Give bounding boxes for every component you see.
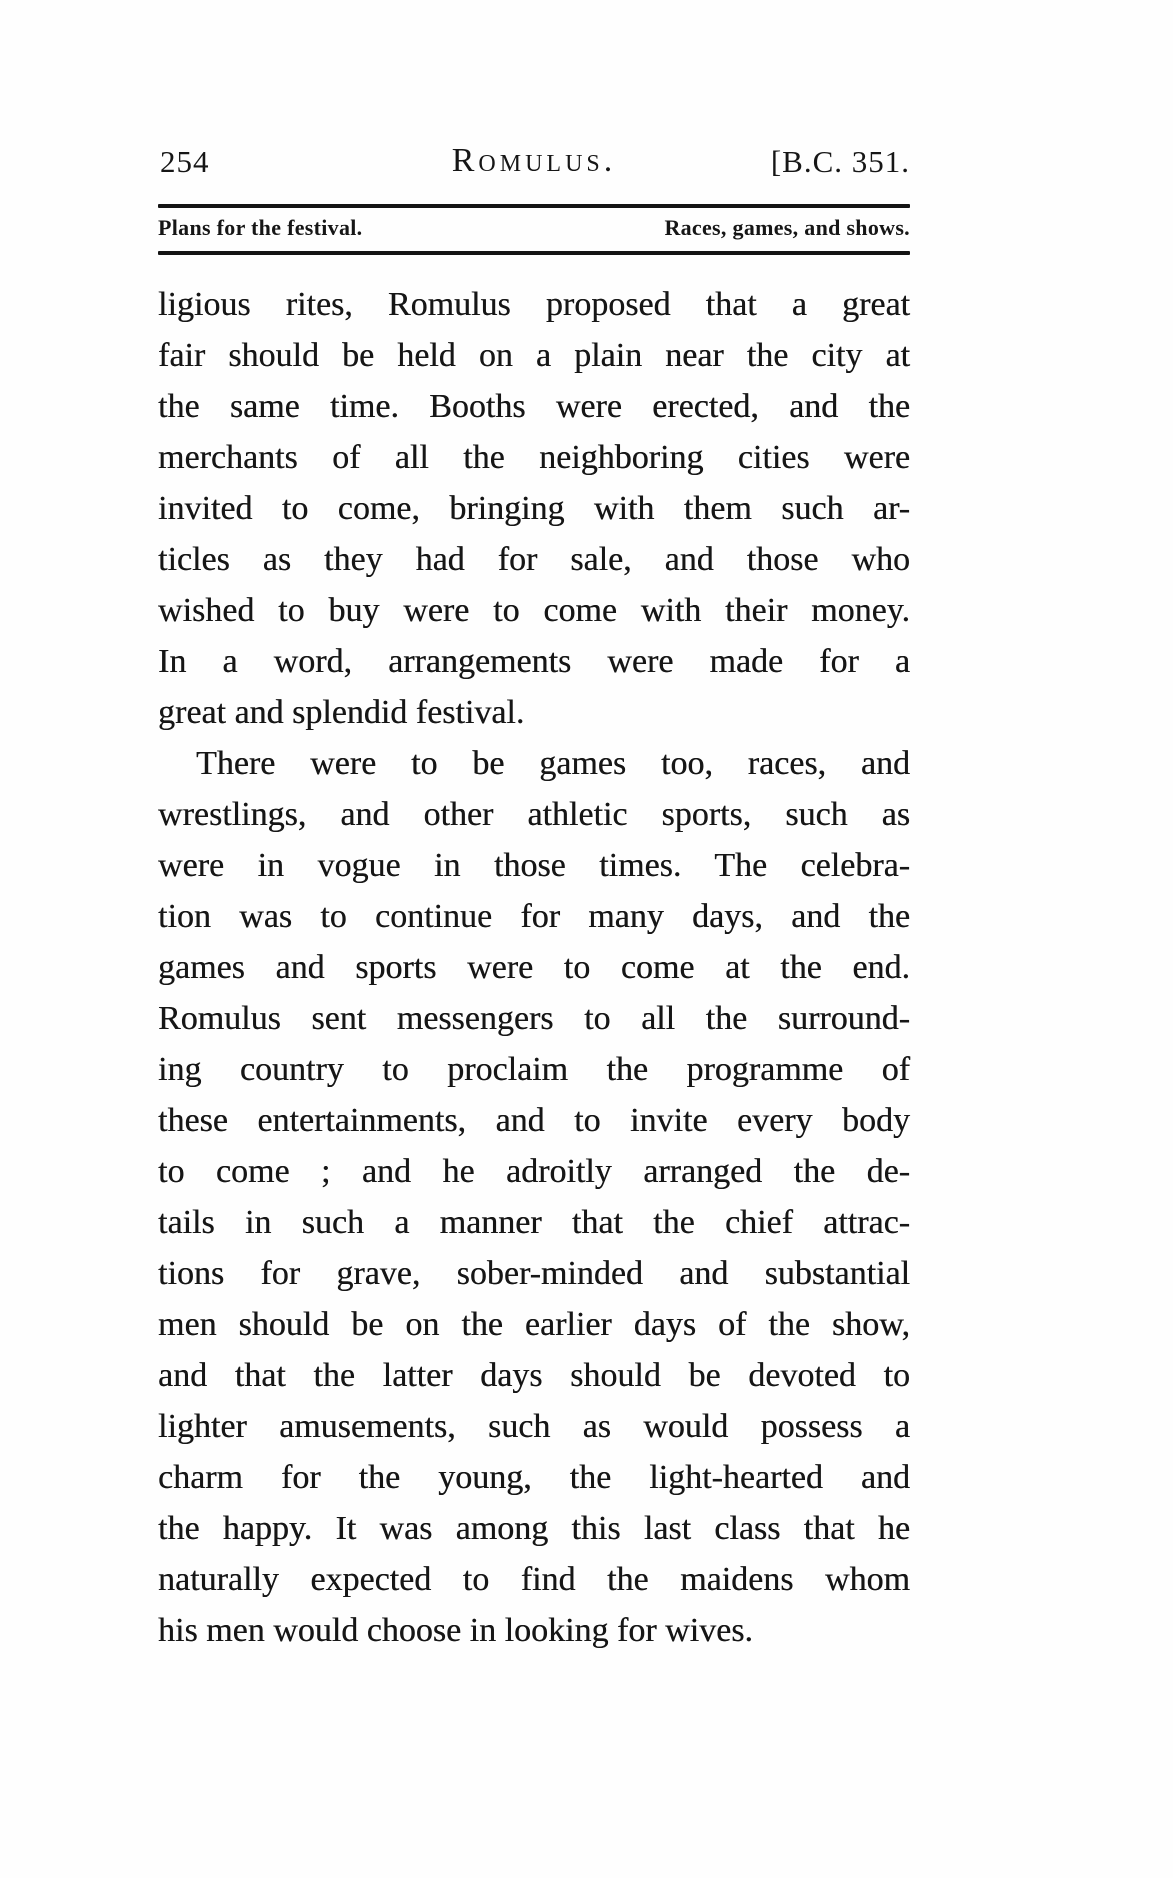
body-line: and that the latter days should be devoted to — [158, 1357, 910, 1394]
body-line: tion was to continue for many days, and the — [158, 898, 910, 935]
body-line: wished to buy were to come with their money. — [158, 592, 910, 629]
body-line: ligious rites, Romulus proposed that a great — [158, 286, 910, 323]
era-label: [B.C. 351. — [770, 144, 910, 179]
paragraph — [158, 738, 910, 1656]
body-line: games and sports were to come at the end. — [158, 949, 910, 986]
body-line: naturally expected to find the maidens whom — [158, 1561, 910, 1598]
body-line: the same time. Booths were erected, and the — [158, 388, 910, 425]
body-line: There were to be games too, races, and — [196, 745, 910, 782]
body-line: tails in such a manner that the chief attrac- — [158, 1204, 910, 1241]
running-heads — [158, 215, 910, 241]
body-line: tions for grave, sober-minded and substantial — [158, 1255, 910, 1292]
body-line: wrestlings, and other athletic sports, such as — [158, 796, 910, 833]
body-line: to come ; and he adroitly arranged the de- — [158, 1153, 910, 1190]
page-content — [158, 128, 910, 1656]
body-line: fair should be held on a plain near the city at — [158, 337, 910, 374]
body-line: his men would choose in looking for wives. — [158, 1612, 753, 1649]
body-line: men should be on the earlier days of the show, — [158, 1306, 910, 1343]
body-line: In a word, arrangements were made for a — [158, 643, 910, 680]
page-number: 254 — [160, 144, 210, 179]
header-rule — [158, 204, 910, 208]
paragraph — [158, 279, 910, 738]
page-header — [158, 128, 910, 180]
body-line: charm for the young, the light-hearted and — [158, 1459, 910, 1496]
page-body — [158, 279, 910, 1656]
body-line: Romulus sent messengers to all the surround- — [158, 1000, 910, 1037]
body-line: great and splendid festival. — [158, 694, 525, 731]
body-line: the happy. It was among this last class that he — [158, 1510, 910, 1547]
chapter-title: Romulus. — [451, 142, 617, 179]
body-line: lighter amusements, such as would possess a — [158, 1408, 910, 1445]
body-line: invited to come, bringing with them such ar- — [158, 490, 910, 527]
body-line: ing country to proclaim the programme of — [158, 1051, 910, 1088]
body-line: ticles as they had for sale, and those who — [158, 541, 910, 578]
running-head-right: Races, games, and shows. — [664, 215, 910, 240]
body-line: were in vogue in those times. The celebra- — [158, 847, 910, 884]
body-line: these entertainments, and to invite every body — [158, 1102, 910, 1139]
running-head-rule — [158, 251, 910, 255]
running-head-left: Plans for the festival. — [158, 215, 363, 240]
body-line: merchants of all the neighboring cities were — [158, 439, 910, 476]
